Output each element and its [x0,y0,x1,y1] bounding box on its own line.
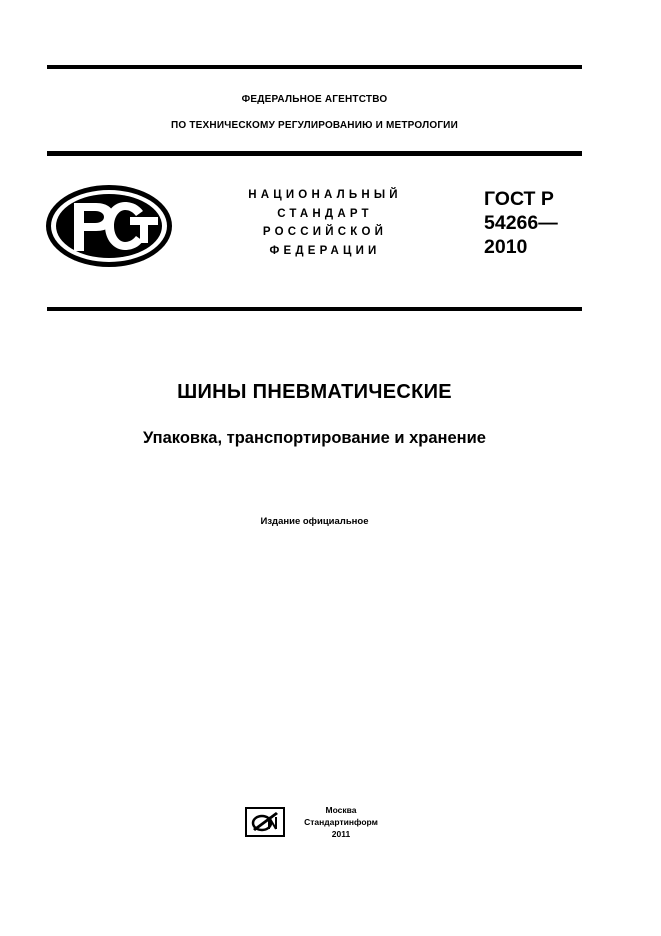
rst-certification-mark-icon [44,183,174,269]
gost-number: 54266— [484,212,558,234]
publication-year: 2011 [331,829,351,839]
gost-year: 2010 [484,236,528,258]
agency-name-line-2: ПО ТЕХНИЧЕСКОМУ РЕГУЛИРОВАНИЮ И МЕТРОЛОГИИ [171,120,458,131]
document-title: ШИНЫ ПНЕВМАТИЧЕСКИЕ [177,381,452,403]
publisher-imprint [297,804,385,840]
national-line-2: СТАНДАРТ [277,207,373,220]
top-rule [47,65,582,69]
standard-block-rule [47,307,582,311]
gost-designation [484,187,558,259]
agency-name-line-1: ФЕДЕРАЛЬНОЕ АГЕНТСТВО [241,94,388,105]
gost-prefix: ГОСТ Р [484,188,554,210]
edition-note: Издание официальное [260,516,369,527]
publisher-name: Стандартинформ [304,817,378,827]
national-line-1: НАЦИОНАЛЬНЫЙ [248,189,402,201]
publisher-city: Москва [325,805,357,815]
document-subtitle: Упаковка, транспортирование и хранение [143,429,486,447]
national-standard-caption [232,186,418,260]
header-rule [47,151,582,156]
national-line-3: РОССИЙСКОЙ [262,226,388,238]
standartinform-logo-icon [245,807,285,837]
national-line-4: ФЕДЕРАЦИИ [269,244,381,257]
